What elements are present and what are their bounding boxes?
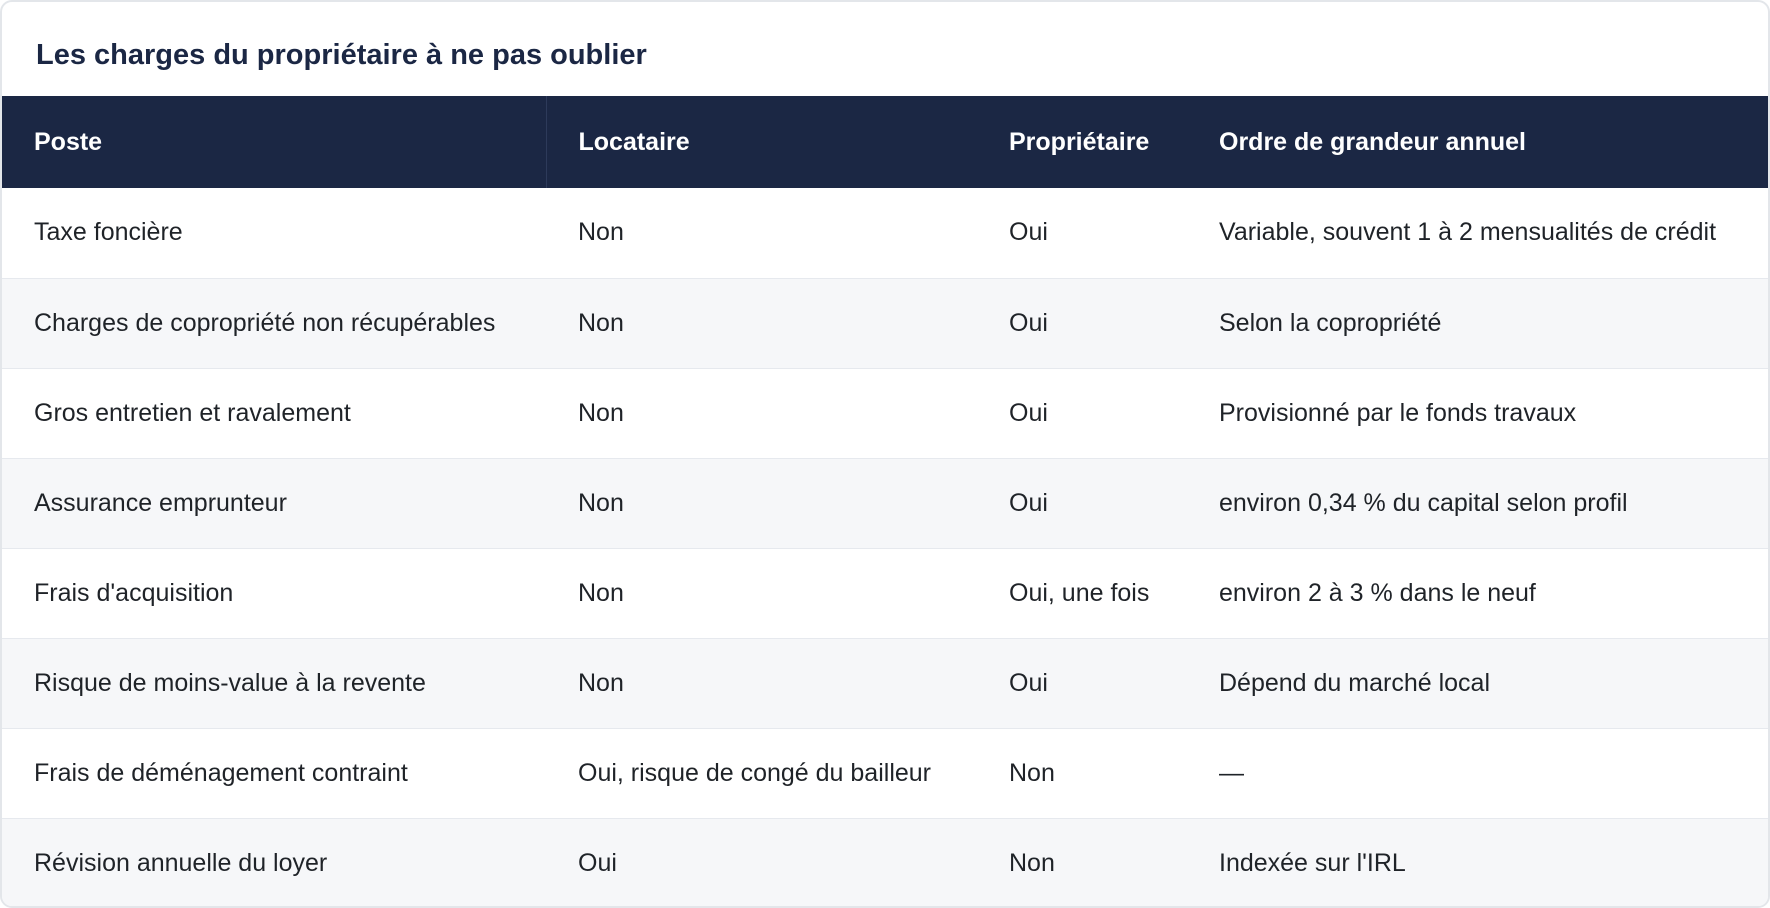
cell-poste: Révision annuelle du loyer xyxy=(34,848,328,877)
cell-proprietaire: Oui xyxy=(1009,218,1048,247)
charges-table xyxy=(2,96,1768,908)
cell-poste: Risque de moins-value à la revente xyxy=(34,668,426,697)
cell-ordre-de-grandeur: Selon la copropriété xyxy=(1219,308,1442,337)
table-row xyxy=(2,548,1768,638)
cell-locataire: Oui xyxy=(578,848,617,877)
cell-ordre-de-grandeur: Dépend du marché local xyxy=(1219,668,1490,697)
table-row xyxy=(2,188,1768,278)
table-row xyxy=(2,818,1768,908)
header-proprietaire: Propriétaire xyxy=(1009,127,1150,156)
cell-locataire: Non xyxy=(578,668,624,697)
cell-proprietaire: Oui xyxy=(1009,308,1048,337)
cell-proprietaire: Oui, une fois xyxy=(1009,578,1150,607)
table-header xyxy=(2,96,1768,188)
cell-poste: Frais d'acquisition xyxy=(34,578,234,607)
header-ordre-de-grandeur: Ordre de grandeur annuel xyxy=(1219,127,1527,156)
cell-proprietaire: Non xyxy=(1009,848,1055,877)
table-row xyxy=(2,368,1768,458)
cell-poste: Taxe foncière xyxy=(34,218,183,247)
table-row xyxy=(2,458,1768,548)
cell-proprietaire: Oui xyxy=(1009,668,1048,697)
cell-proprietaire: Oui xyxy=(1009,398,1048,427)
cell-locataire: Non xyxy=(578,488,624,517)
header-poste: Poste xyxy=(2,96,546,188)
cell-proprietaire: Non xyxy=(1009,758,1055,787)
cell-poste: Charges de copropriété non récupérables xyxy=(34,308,496,337)
cell-locataire: Non xyxy=(578,578,624,607)
cell-locataire: Non xyxy=(578,308,624,337)
cell-locataire: Non xyxy=(578,398,624,427)
cell-poste: Assurance emprunteur xyxy=(34,488,287,517)
cell-ordre-de-grandeur: — xyxy=(1219,758,1244,787)
cell-proprietaire: Oui xyxy=(1009,488,1048,517)
table-title: Les charges du propriétaire à ne pas oublier xyxy=(36,39,647,71)
table-row xyxy=(2,728,1768,818)
cell-poste: Gros entretien et ravalement xyxy=(34,398,351,427)
cell-ordre-de-grandeur: environ 0,34 % du capital selon profil xyxy=(1219,488,1628,517)
cell-ordre-de-grandeur: environ 2 à 3 % dans le neuf xyxy=(1219,578,1536,607)
cell-ordre-de-grandeur: Provisionné par le fonds travaux xyxy=(1219,398,1577,427)
header-locataire: Locataire xyxy=(578,127,690,156)
table-row xyxy=(2,278,1768,368)
cell-locataire: Oui, risque de congé du bailleur xyxy=(578,758,932,787)
cell-ordre-de-grandeur: Indexée sur l'IRL xyxy=(1219,848,1406,877)
cell-ordre-de-grandeur: Variable, souvent 1 à 2 mensualités de crédit xyxy=(1219,218,1717,247)
header-row xyxy=(2,96,1768,188)
cell-poste: Frais de déménagement contraint xyxy=(34,758,408,787)
table-body xyxy=(2,188,1768,908)
cell-locataire: Non xyxy=(578,218,624,247)
table-row xyxy=(2,638,1768,728)
